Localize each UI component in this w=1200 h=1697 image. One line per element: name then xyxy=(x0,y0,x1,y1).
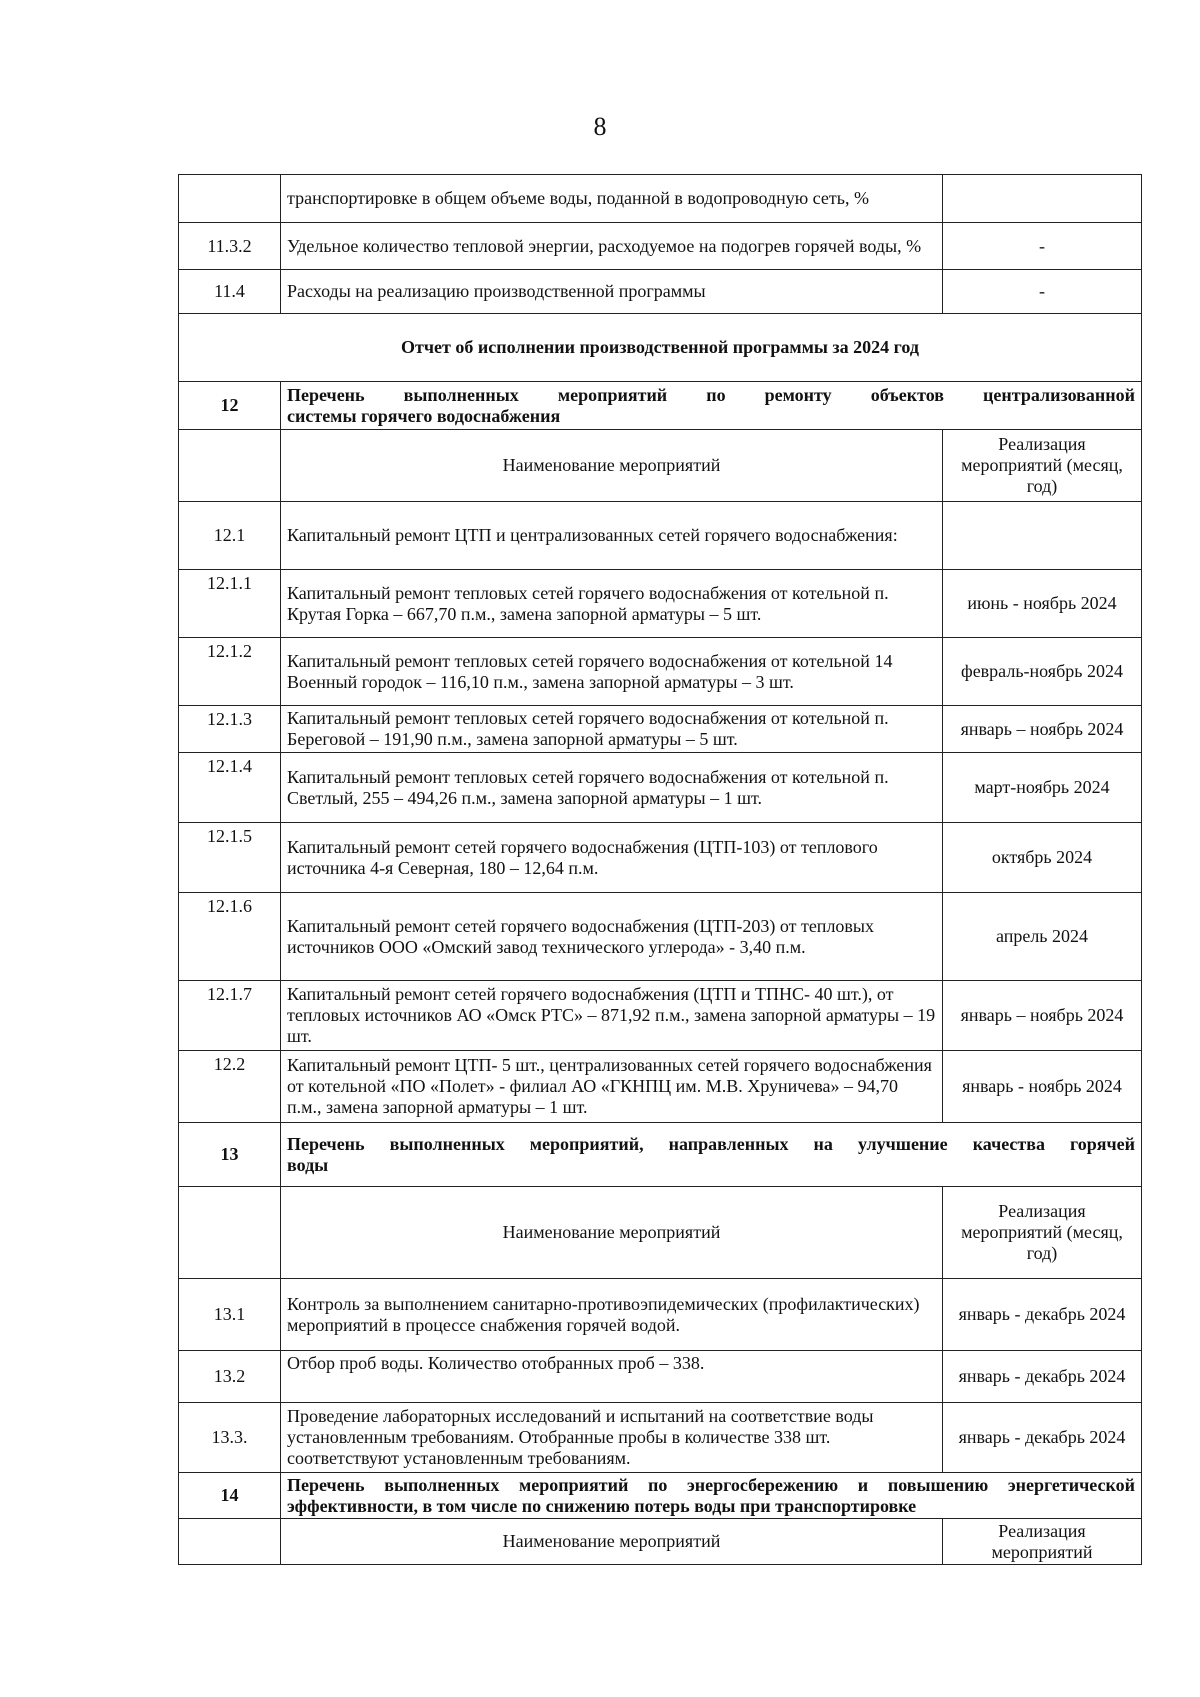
row-number: 13.3. xyxy=(179,1403,281,1473)
empty-cell xyxy=(179,1187,281,1279)
row-text: Капитальный ремонт тепловых сетей горячего водоснабжения от котельной п. Светлый, 255 – 494,26 п.м., замена запорной арматуры – 1 шт. xyxy=(281,753,943,823)
row-value: июнь - ноябрь 2024 xyxy=(943,570,1142,638)
table-row xyxy=(179,1403,1142,1473)
section-title-line: системы горячего водоснабжения xyxy=(287,405,561,426)
row-number: 12.1.3 xyxy=(179,706,281,753)
table-row xyxy=(179,753,1142,823)
row-value: апрель 2024 xyxy=(943,893,1142,981)
row-number: 12.1.6 xyxy=(179,893,281,981)
row-number: 12.1.1 xyxy=(179,570,281,638)
row-text: Капитальный ремонт тепловых сетей горячего водоснабжения от котельной 14 Военный городок – 116,10 п.м., замена запорной арматуры – 3 шт. xyxy=(281,638,943,706)
table-row xyxy=(179,570,1142,638)
column-header-name: Наименование мероприятий xyxy=(281,1187,943,1279)
table-row xyxy=(179,270,1142,314)
column-header-implementation: Реализация мероприятий xyxy=(943,1519,1142,1565)
column-header-implementation: Реализация мероприятий (месяц, год) xyxy=(943,430,1142,502)
row-value xyxy=(943,502,1142,570)
table-row xyxy=(179,1279,1142,1351)
row-number: 13.2 xyxy=(179,1351,281,1403)
row-number: 11.4 xyxy=(179,270,281,314)
column-header-row xyxy=(179,1519,1142,1565)
table-row xyxy=(179,981,1142,1051)
row-text: Капитальный ремонт ЦТП и централизованных сетей горячего водоснабжения: xyxy=(281,502,943,570)
section-header-row xyxy=(179,1123,1142,1187)
section-title xyxy=(281,1123,1142,1187)
row-text: Капитальный ремонт сетей горячего водоснабжения (ЦТП и ТПНС- 40 шт.), от тепловых источников АО «Омск РТС» – 871,92 п.м., замена запорной арматуры – 19 шт. xyxy=(281,981,943,1051)
row-text: Капитальный ремонт сетей горячего водоснабжения (ЦТП-203) от тепловых источников ООО «Омский завод технического углерода» - 3,40 п.м. xyxy=(281,893,943,981)
table-row xyxy=(179,502,1142,570)
row-value: - xyxy=(943,223,1142,270)
row-value xyxy=(943,175,1142,223)
row-number: 12.2 xyxy=(179,1051,281,1123)
section-title-line: Перечень выполненных мероприятий по энергосбережению и повышению энергетической xyxy=(287,1474,1135,1495)
table-row xyxy=(179,1351,1142,1403)
column-header-row xyxy=(179,430,1142,502)
row-number: 11.3.2 xyxy=(179,223,281,270)
row-value: октябрь 2024 xyxy=(943,823,1142,893)
row-value: январь – ноябрь 2024 xyxy=(943,706,1142,753)
row-text: транспортировке в общем объеме воды, поданной в водопроводную сеть, % xyxy=(281,175,943,223)
row-text: Капитальный ремонт сетей горячего водоснабжения (ЦТП-103) от теплового источника 4-я Северная, 180 – 12,64 п.м. xyxy=(281,823,943,893)
row-value: январь - декабрь 2024 xyxy=(943,1279,1142,1351)
section-title-line: Перечень выполненных мероприятий по ремонту объектов централизованной xyxy=(287,384,1135,405)
column-header-implementation: Реализация мероприятий (месяц, год) xyxy=(943,1187,1142,1279)
row-value: январь - декабрь 2024 xyxy=(943,1351,1142,1403)
row-text: Капитальный ремонт ЦТП- 5 шт., централизованных сетей горячего водоснабжения от котельной «ПО «Полет» - филиал АО «ГКНПЦ им. М.В. Хруничева» – 94,70 п.м., замена запорной арматуры – 1 шт. xyxy=(281,1051,943,1123)
row-value: март-ноябрь 2024 xyxy=(943,753,1142,823)
table-row xyxy=(179,706,1142,753)
table-row xyxy=(179,893,1142,981)
row-number: 12.1.7 xyxy=(179,981,281,1051)
row-text: Проведение лабораторных исследований и испытаний на соответствие воды установленным требованиям. Отобранные пробы в количестве 338 шт. соответствуют установленным требованиям. xyxy=(281,1403,943,1473)
column-header-row xyxy=(179,1187,1142,1279)
section-header-row xyxy=(179,382,1142,430)
row-text: Капитальный ремонт тепловых сетей горячего водоснабжения от котельной п. Береговой – 191,90 п.м., замена запорной арматуры – 5 шт. xyxy=(281,706,943,753)
section-number: 14 xyxy=(179,1473,281,1519)
row-text: Капитальный ремонт тепловых сетей горячего водоснабжения от котельной п. Крутая Горка – 667,70 п.м., замена запорной арматуры – 5 шт. xyxy=(281,570,943,638)
row-number: 12.1.5 xyxy=(179,823,281,893)
row-number: 12.1.4 xyxy=(179,753,281,823)
row-value: - xyxy=(943,270,1142,314)
row-text: Контроль за выполнением санитарно-противоэпидемических (профилактических) мероприятий в процессе снабжения горячей водой. xyxy=(281,1279,943,1351)
table-row xyxy=(179,175,1142,223)
section-title-line: воды xyxy=(287,1154,329,1175)
column-header-name: Наименование мероприятий xyxy=(281,1519,943,1565)
section-number: 13 xyxy=(179,1123,281,1187)
row-text: Расходы на реализацию производственной программы xyxy=(281,270,943,314)
column-header-name: Наименование мероприятий xyxy=(281,430,943,502)
table-row xyxy=(179,1051,1142,1123)
row-number: 13.1 xyxy=(179,1279,281,1351)
row-text: Удельное количество тепловой энергии, расходуемое на подогрев горячей воды, % xyxy=(281,223,943,270)
row-value: февраль-ноябрь 2024 xyxy=(943,638,1142,706)
row-number: 12.1.2 xyxy=(179,638,281,706)
row-value: январь – ноябрь 2024 xyxy=(943,981,1142,1051)
section-title-line: эффективности, в том числе по снижению потерь воды при транспортировке xyxy=(287,1495,917,1516)
empty-cell xyxy=(179,430,281,502)
report-title: Отчет об исполнении производственной программы за 2024 год xyxy=(179,314,1142,382)
row-number xyxy=(179,175,281,223)
row-number: 12.1 xyxy=(179,502,281,570)
row-text: Отбор проб воды. Количество отобранных проб – 338. xyxy=(281,1351,943,1403)
empty-cell xyxy=(179,1519,281,1565)
report-table xyxy=(178,174,1142,1565)
section-header-row xyxy=(179,1473,1142,1519)
section-title xyxy=(281,1473,1142,1519)
row-value: январь - ноябрь 2024 xyxy=(943,1051,1142,1123)
report-title-row xyxy=(179,314,1142,382)
section-title-line: Перечень выполненных мероприятий, направленных на улучшение качества горячей xyxy=(287,1133,1135,1154)
table-row xyxy=(179,823,1142,893)
section-number: 12 xyxy=(179,382,281,430)
table-row xyxy=(179,638,1142,706)
section-title xyxy=(281,382,1142,430)
table-row xyxy=(179,223,1142,270)
page-number: 8 xyxy=(593,112,607,141)
row-value: январь - декабрь 2024 xyxy=(943,1403,1142,1473)
